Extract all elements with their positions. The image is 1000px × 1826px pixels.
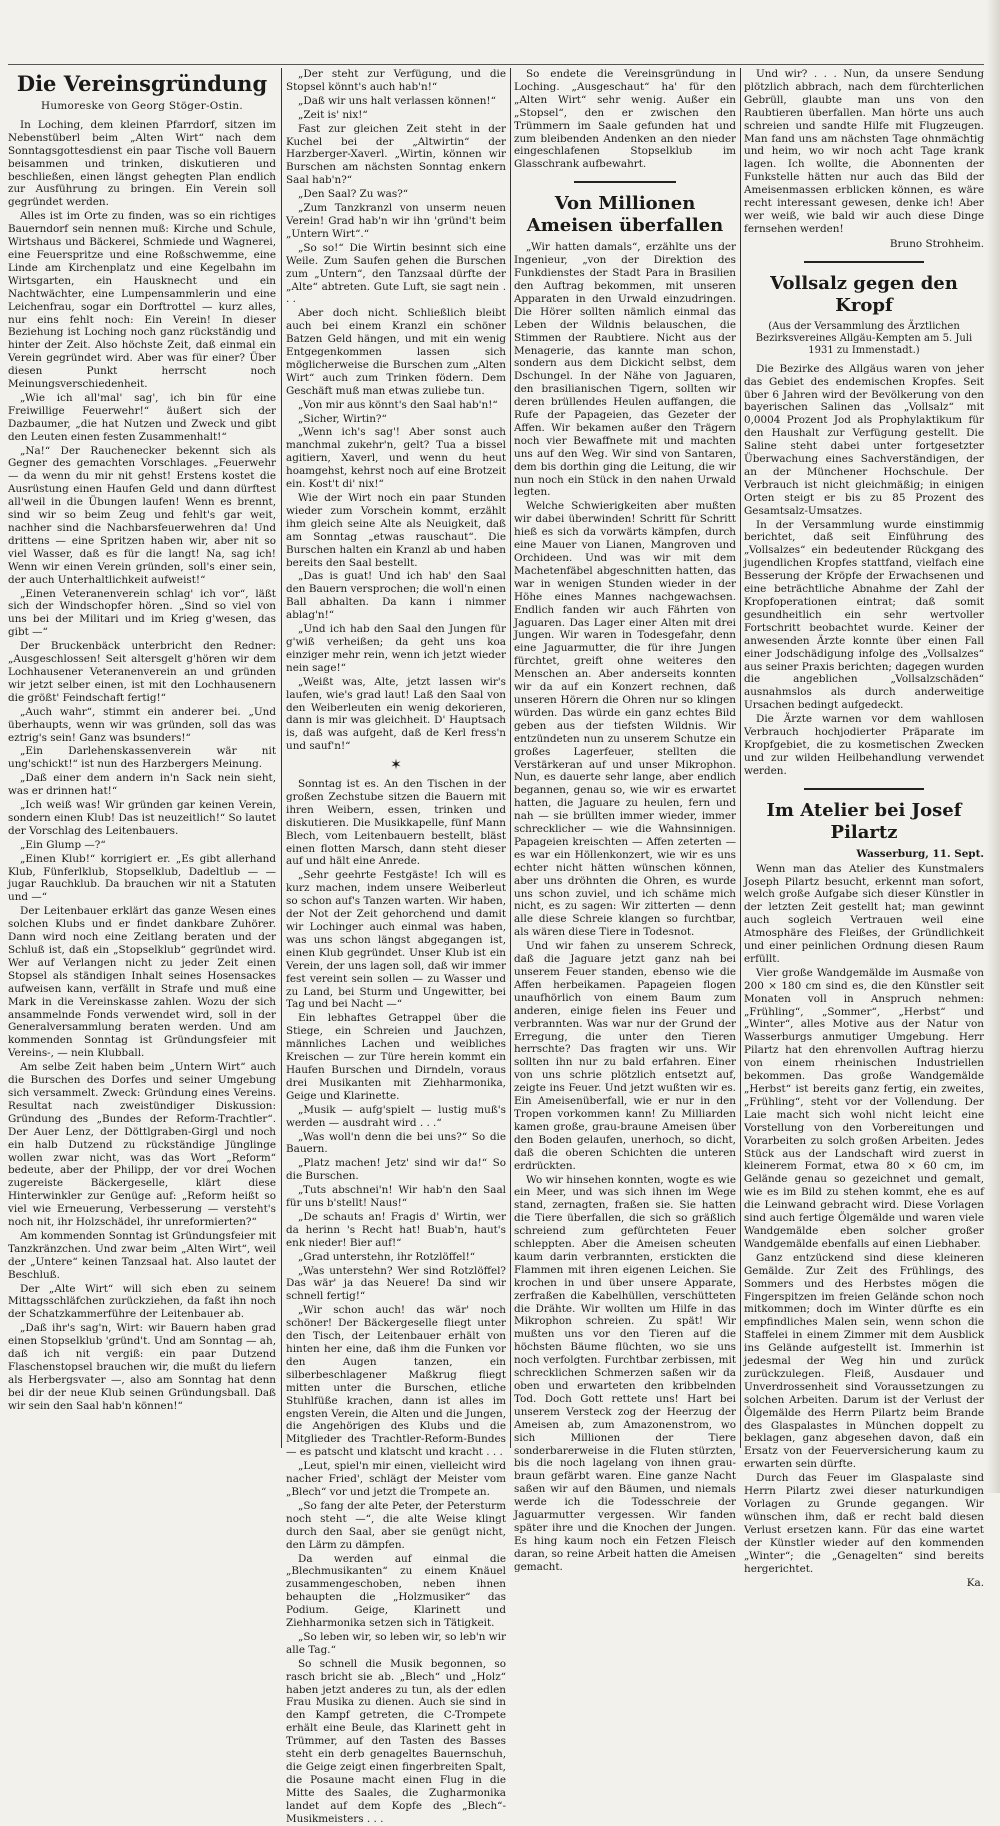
- paragraph: „Den Saal? Zu was?“: [298, 188, 409, 201]
- newspaper-page: [8, 68, 984, 1825]
- paragraph: Sonntag ist es. An den Tischen in der großen Zechstube sitzen die Bauern mit ihren Weibern, essen, trinken und diskutieren. Die Musikkapelle, fünf Mann Blech, vom Leitenbauern bestellt, bläst einen flotten Marsch, dann steht dieser auf und hält eine Anrede.: [286, 778, 506, 868]
- paragraph: „Ein Glump —?“: [20, 838, 106, 851]
- paragraph: Und wir? . . . Nun, da unsere Sendung plötzlich abbrach, nach dem fürchterlichen Gebrüll, glaubte man uns von den Raubtieren überfallen. Man hörte uns auch schreien und sandte Hilfe mit Flugzeugen. Man fand uns am nächsten Tage ohnmächtig und heim, wo wir noch acht Tage krank lagen. Ich wollte, die Abonnenten der Funkstelle hätten nur auch das Bild der Ameisenmassen erblicken können, es wäre recht interessant gewesen, denke ich! Aber wer weiß, wie bald wir auch diese Dinge fernsehen werden!: [744, 68, 984, 235]
- paragraph: Der „Alte Wirt“ will sich eben zu seinem Mittagsschläfchen zurückziehen, da faßt ihn noch der Schatzkammerführe der Leitenbauer ab.: [8, 1282, 276, 1321]
- paragraph: Die Bezirke des Allgäus waren von jeher das Gebiet des endemischen Kropfes. Seit über 6 Jahren wird der Bevölkerung von den bayerischen Salinen das „Vollsalz“ mit 0,0004 Prozent Jod als Prophylaktikum für den Haushalt zur Verfügung gestellt. Die Saline steht dabei unter fortgesetzter Überwachung eines Sachverständigen, der an der Münchener Hochschule. Der Verbrauch ist nicht gleichmäßig; in einigen Orten steigt er bis zu 85 Prozent des Gesamtsalz-Umsatzes.: [744, 362, 984, 517]
- paragraph: „So leben wir, so leben wir, so leb'n wir alle Tag.“: [286, 1630, 506, 1656]
- column-rule: [510, 68, 511, 1448]
- article-signature: Ka.: [966, 1577, 984, 1590]
- paragraph: „Der steht zur Verfügung, und die Stopsel könnt's auch hab'n!“: [286, 68, 506, 93]
- article-dateline: Wasserburg, 11. Sept.: [856, 847, 984, 860]
- article-byline: Humoreske von Georg Stöger-Ostin.: [41, 100, 243, 112]
- paragraph: „Ich weiß was! Wir gründen gar keinen Verein, sondern einen Klub! Das ist neuzeitlich!“ So lautet der Vorschlag des Leitenbauers.: [8, 799, 276, 837]
- paragraph: „Ein Darlehenskassenverein wär nit ung'schickt!“ ist nun des Harzbergers Meinung.: [8, 745, 276, 771]
- paragraph: „Das is guat! Und ich hab' den Saal den Bauern versprochen; die woll'n einen Ball abhalten. Da kann i nimmer ablag'n!“: [286, 570, 506, 622]
- article-subtitle: (Aus der Versammlung des Ärztlichen Bezirksvereines Allgäu-Kempten am 5. Juli 1931 zu Immenstadt.): [755, 320, 973, 356]
- paragraph: „Von mir aus könnt's den Saal hab'n!“: [298, 398, 498, 411]
- article-title-ameisen: Von Millionen Ameisen überfallen: [526, 193, 724, 237]
- paragraph: „Daß einer dem andern in'n Sack nein sieht, was er drinnen hat!“: [8, 772, 276, 798]
- paragraph: „Platz machen! Jetz' sind wir da!“ So die Burschen.: [286, 1157, 506, 1183]
- paragraph: Ganz entzückend sind diese kleineren Gemälde. Zur Zeit des Frühlings, des Sommers und des Herbstes mögen die Fingerspitzen im freien Gelände schon noch mitkommen; doch im Winter dürfte es ein empfindliches Malen sein, wenn schon die Staffelei in einem Zimmer mit dem Ausblick ins Gelände aufgestellt ist. Immerhin ist jedesmal der Weg hin und zurück zurückzulegen. Fleiß, Ausdauer und Unverdrossenheit sind Voraussetzungen zu solchen Arbeiten. Darum ist der Verlust der Ölgemälde des Herrn Pilartz beim Brande des Glaspalastes in München doppelt zu beklagen, ganz abgesehen davon, daß ein Ersatz von der Feuerversicherung kaum zu erwarten sein dürfte.: [744, 1251, 984, 1471]
- paragraph: „Wenn ich's sag'! Aber sonst auch manchmal zukehr'n, gelt? Tua a bissel agitiern, Xaverl, und wenn du heut hoamgehst, kehrst noch auf eine Brotzeit ein. Kost't di' nix!“: [286, 426, 506, 491]
- article-title-vereinsgruendung: Die Vereinsgründung: [16, 71, 268, 96]
- column-2: [286, 68, 506, 1825]
- paragraph: Und wir fahen zu unserem Schreck, daß die Jaguare jetzt ganz nah bei unserem Feuer standen, ebenso wie die Affen herbeikamen. Papageien flogen unaufhörlich von einem Baum zum anderen, einige fielen ins Feuer und verbrannten. Was war nur der Grund der Erregung, die unter den Tieren herrschte? Das fragten wir uns. Wir sollten ihn nur zu bald erfahren. Einer von uns schrie plötzlich entsetzt auf, zeigte ins Feuer. Und jetzt wußten wir es. Ein Ameisenüberfall, wie er nur in den Tropen vorkommen kann! Zu Milliarden kamen große, grau-braune Ameisen über den Boden gelaufen, unerhoch, so dicht, daß die oberen Schichten die unteren erdrückten.: [514, 940, 736, 1172]
- column-1: [8, 68, 276, 1448]
- paragraph: „Sehr geehrte Festgäste! Ich will es kurz machen, indem unsere Weiberleut so schon auf's Tanzen warten. Wir haben, der Not der Zeit gehorchend und damit wir Lochinger auch einmal was haben, was uns schon längst abgegangen ist, einen Klub gegründet. Unser Klub ist ein Verein, der uns lagen soll, daß wir immer fest vereint sein sollen — zu Wasser und zu Land, bei Sturm und Ungewitter, bei Tag und bei Nacht —“: [286, 869, 506, 1011]
- paragraph: Ein lebhaftes Getrappel über die Stiege, ein Schreien und Jauchzen, männliches Lachen und weibliches Kreischen — zur Türe herein kommt ein Haufen Burschen und Dirndeln, voraus drei Musikanten mit Ziehharmonika, Geige und Klarinette.: [286, 1012, 506, 1102]
- paragraph: Da werden auf einmal die „Blechmusikanten“ zu einem Knäuel zusammengeschoben, neben ihnen behaupten die „Holzmusiker“ das Podium. Geige, Klarinett und Ziehharmonika setzen sich in Tätigkeit.: [286, 1552, 506, 1630]
- paragraph: „De schauts an! Fragis d' Wirtin, wer da herinn 's Recht hat! Buab'n, haut's enk nieder! Bier auf!“: [286, 1210, 506, 1249]
- paragraph: „So fang der alte Peter, der Petersturm noch steht —“, die alte Weise klingt durch den Saal, aber sie genügt nicht, den Lärm zu dämpfen.: [286, 1499, 506, 1551]
- paragraph: „Daß wir uns halt verlassen können!“: [298, 94, 496, 107]
- article-separator: [804, 788, 924, 790]
- paragraph: In der Versammlung wurde einstimmig berichtet, daß seit Einführung des „Vollsalzes“ ein bedeutender Rückgang des jugendlichen Kropfes stattfand, vielfach eine Besserung der Kröpfe der Erwachsenen und eine beträchtliche Abnahme der Zahl der Kropfoperationen eintrat; daß somit gesundheitlich ein sehr wertvoller Fortschritt beobachtet wurde. Keiner der anwesenden Ärzte konnte über einen Fall einer Jodschädigung infolge des „Vollsalzes“ aus seiner Praxis berichten; dagegen wurden die angeblichen „Vollsalzschäden“ ausnahmslos als durch anderweitige Ursachen bedingt aufgedeckt.: [744, 518, 984, 712]
- paragraph: Der Bruckenbäck unterbricht den Redner: „Ausgeschlossen! Seit altersgelt g'hören wir dem Lochhausener Veteranenverein an und gründen wir jetzt selber einen, ist mit den Lochhausenern die größt' Feindschaft fertig!“: [8, 640, 276, 704]
- paragraph: „Leut, spiel'n mir einen, vielleicht wird nacher Fried', schlägt der Meister vom „Blech“ vor und jetzt die Trompete an.: [286, 1460, 506, 1498]
- column-rule: [740, 68, 741, 1448]
- paragraph: „Einen Veteranenverein schlag' ich vor“, läßt sich der Windschopfer hören. „Sind so viel von uns bei der Militari und im Krieg g'wesen, das gibt —“: [8, 587, 276, 639]
- paragraph: „Was unterstehn? Wer sind Rotzlöffel? Das wär' ja das Neuere! Da sind wir schnell fertig!“: [286, 1264, 506, 1303]
- paragraph: Am kommenden Sonntag ist Gründungsfeier mit Tanzkränzchen. Und zwar beim „Alten Wirt“, weil der „Untere“ keinen Tanzsaal hat. Also lautet der Beschluß.: [8, 1229, 276, 1281]
- paragraph: In Loching, dem kleinen Pfarrdorf, sitzen im Nebenstüberl beim „Alten Wirt“ nach dem Sonntagsgottesdienst ein paar Tische voll Bauern beisammen und trinken, diskutieren und beschließen, einen längst gehegten Plan endlich zur Ausführung zu bringen. Ein Verein soll gegründet werden.: [8, 118, 276, 209]
- article-title-pilartz: Im Atelier bei Josef Pilartz: [766, 799, 962, 843]
- paragraph: Am selbe Zeit haben beim „Untern Wirt“ auch die Burschen des Dorfes und seiner Umgebung sich versammelt. Zweck: Gründung eines Vereins. Resultat nach zweistündiger Diskussion: Gründung des „Bundes der Reform-Trachtler“. Der Auer Lenz, der Döttlgraben-Girgl und noch ein halb Dutzend zu rückständige Jünglinge wollen zwar nicht, was das Wort „Reform“ bedeute, aber der Philipp, der vor drei Wochen zugereiste Bäckergeselle, klärt diese Hinterwinkler zur Genüge auf: „Reform heißt so viel wie Erneuerung, Verbesserung — versteht's noch nit, ihr Holzschädel, ihr unreformierten?“: [8, 1061, 276, 1229]
- paragraph: „Zum Tanzkranzl von unserm neuen Verein! Grad hab'n wir ihn 'gründ't beim „Untern Wirt“.“: [286, 202, 506, 240]
- paragraph: „Wir schon auch! das wär' noch schöner! Der Bäckergeselle fliegt unter den Tisch, der Leitenbauer erhält von hinten her eine, daß ihm die Funken vor den Augen tanzen, ein silberbeschlagener Maßkrug fliegt mitten unter die Burschen, etliche Stuhlfüße krachen, dann ist alles im engsten Verein, die Alten und die Jungen, die Angehörigen des Klubs und die Mitglieder des Trachtler-Reform-Bundes — es patscht und klatscht und kracht . . .: [286, 1304, 506, 1459]
- paragraph: Die Ärzte warnen vor dem wahllosen Verbrauch hochjodierter Präparate im Kropfgebiet, die zu kosmetischen Zwecken und zur wilden Heilbehandlung verwendet werden.: [744, 713, 984, 777]
- paragraph: Welche Schwierigkeiten aber mußten wir dabei überwinden! Schritt für Schritt hieß es sich da vorwärts kämpfen, durch eine Mauer von Lianen, Mangroven und Orchideen. Und was wir mit dem Machetenfäbel abgeschnitten hatten, das war in wenigen Stunden wieder in der Höhe eines Mannes nachgewachsen. Endlich fanden wir auch Fährten von Jaguaren. Das Lager einer Alten mit drei Jungen. Wir waren in Todesgefahr, denn eine Jaguarmutter, die für ihre Jungen fürchtet, greift ohne weiteres den Menschen an. Aber anderseits konnten wir da auf ein Konzert rechnen, daß unseren Hörern die Ohren nur so klingen würden. Das würde ein ganz echtes Bild geben aus der tiefsten Wildnis. Wir entzündeten nun zu unserem Schutze ein großes Lagerfeuer, stellten die Verstärkeran auf und unser Mikrophon. Nun, es dauerte sehr lange, aber endlich begannen, genau so, wie wir es erwartet hatten, die Jaguare zu heulen, fern und nah — sie brüllten immer wieder, immer schrecklicher — wie die Wahnsinnigen. Papageien kreischten — Affen zeterten — es war ein Höllenkonzert, wie wir es uns echter nicht hätten wünschen können, aber uns dröhnten die Ohren, es wurde uns schon zuviel, und ich schäme mich nicht, es zu sagen: Wir zitterten — denn alle diese Schreie klangen so furchtbar, als wären diese Tiere in Todesnot.: [514, 500, 736, 939]
- paragraph: Alles ist im Orte zu finden, was so ein richtiges Bauerndorf sein nennen muß: Kirche und Schule, Wirtshaus und Bäckerei, Schmiede und Wagnerei, eine Feuerspritze und eine Roßschwemme, eine Linde am Kirchenplatz und eine Kegelbahn im Wirtsgarten, ein Hausknecht und ein Nachtwächter, eine Lumpensammlerin und eine Leichenfrau, sogar ein Dorftrottel — kurz alles, nur eins fehlt noch: Ein Verein! In dieser Beziehung ist Loching noch ganz rückständig und hinter der Zeit. Also höchste Zeit, daß einmal ein Verein gegründet wird. Aber was für einer? Über diesen Punkt herrscht noch Meinungsverschiedenheit.: [8, 210, 276, 391]
- paragraph: „Einen Klub!“ korrigiert er. „Es gibt allerhand Klub, Fünferlklub, Stopselklub, Dadeltlub — — jugar Rauchklub. Da brauchen wir nit a Statuten und —“: [8, 852, 276, 904]
- top-border-line: [8, 64, 984, 65]
- article-separator: [574, 181, 676, 183]
- paragraph: „Daß ihr's sag'n, Wirt: wir Bauern haben grad einen Stopselklub 'gründ't. Und am Sonntag — ah, daß ich nit vergiß: ein paar Dutzend Flaschenstopsel brauchen wir, die mußt du liefern als Herbergsvater —, also am Sonntag hat denn bei dir der neue Klub seinen Gründungsball. Daß wir sein den Saal hab'n können!“: [8, 1322, 276, 1412]
- paragraph: Der Leitenbauer erklärt das ganze Wesen eines solchen Klubs und er findet dankbare Zuhörer. Dann wird noch eine Zeitlang beraten und der Schluß ist, daß ein „Stopselklub“ gegründet wird. Wer auf Verlangen nicht zu jeder Zeit einen Stopsel als ständigen Inhalt seines Hosensackes aufweisen kann, verfällt in Strafe und muß eine Mark in die Vereinskasse zahlen. Wozu der sich ansammelnde Fonds verwendet wird, soll in der Generalversammlung beraten werden. Und am kommenden Sonntag ist Gründungsfeier mit Vereins-, — nein Klubball.: [8, 905, 276, 1060]
- paragraph: Fast zur gleichen Zeit steht in der Kuchel bei der „Altwirtin“ der Harzberger-Xaverl. „Wirtin, können wir Burschen am nächsten Sonntag enkern Saal hab'n?“: [286, 122, 506, 187]
- column-rule: [281, 68, 282, 1448]
- paragraph: „Na!“ Der Rauchenecker bekennt sich als Gegner des gemachten Vorschlages. „Feuerwehr — da wenn du mir nit gehst! Erstens kostet die Ausrüstung einen Haufen Geld und dann dürftest all'weil in die Übungen laufen! Wenn es brennt, sind wir so beim Zeug und fehlt's gar weit, nachher sind die Nachbarsfeuerwehren da! Und drittens — eine Spritzen haben wir, aber nit so viel Wasser, daß es für die langt! Na, sag ich! Wenn wir einen Verein gründen, soll's einer sein, der auch Unterhaltlichkeit aufweist!“: [8, 444, 276, 586]
- paragraph: So endete die Vereinsgründung in Loching. „Ausgeschaut“ ha' für den „Alten Wirt“ sehr wenig. Außer ein „Stopsel“, den er zwischen den Trümmern im Saale gefunden hat und zum bleibenden Andenken an den nieder eingeschlafenen Stopselklub im Glasschrank aufbewahrt.: [514, 68, 736, 171]
- paragraph: „Und ich hab den Saal den Jungen für g'wiß verheißen; da geht uns koa einziger mehr rein, wenn ich jetzt wieder nein sage!“: [286, 623, 506, 674]
- paragraph: „Auch wahr“, stimmt ein anderer bei. „Und überhaupts, wenn wir was gründen, soll das was eztrig's sein! Ganz was bsunders!“: [8, 705, 276, 744]
- paragraph: „Zeit is' nix!“: [298, 108, 368, 121]
- paragraph: So schnell die Musik begonnen, so rasch bricht sie ab. „Blech“ und „Holz“ haben jetzt anderes zu tun, als der edlen Frau Musika zu dienen. Auch sie sind in den Kampf getreten, die C-Trompete erhält eine Beule, das Klarinett geht in Trümmer, auf den Tasten des Basses steht ein derb genageltes Bauernschuh, die Geige zeigt einen fingerbreiten Spalt, die Posaune macht einen Flug in die Mitte des Saales, die Zugharmonika landet auf dem Kopfe des „Blech“-Musikmeisters . . .: [286, 1657, 506, 1825]
- article-separator: [804, 261, 924, 263]
- paragraph: „So so!“ Die Wirtin besinnt sich eine Weile. Zum Saufen gehen die Burschen zum „Untern“, den Tanzsaal dürfte der „Alte“ abtreten. Gute Luft, sie sagt nein . . .: [286, 241, 506, 306]
- paragraph: „Wie ich all'mal' sag', ich bin für eine Freiwillige Feuerwehr!“ äußert sich der Dazbaumer, „die hat Nutzen und Zweck und gibt den Leuten einen festen Zusammenhalt!“: [8, 391, 276, 443]
- paragraph: Wo wir hinsehen konnten, wogte es wie ein Meer, und was sich ihnen im Wege stand, zernagten, fraßen sie. Sie hatten die Tiere überfallen, die sich so gräßlich schreiend zum gefürchteten Feuer schleppten. Aber die Ameisen scheuten kaum darin verbrannten, erstickten die Flammen mit ihren eigenen Leichen. Sie krochen in und über unsere Apparate, zerfraßen die Kabelhüllen, verschütteten die Drähte. Wir wollten um Hilfe in das Mikrophon schreien. Zu spät! Wir mußten uns vor den Tieren auf die höchsten Bäume flüchten, wo sie uns noch verfolgten. Furchtbar zerbissen, mit schrecklichen Schmerzen saßen wir da oben und erwarteten den kribbelnden Tod. Doch Gott rettete uns! Hart bei unserem Versteck zog der Heerzug der Ameisen ab, zum Amazonenstrom, wo sich Millionen der Tiere sonderbarerweise in die Fluten stürzten, bis die noch lagelang von ihnen grau-braun gefärbt waren. Eine ganze Nacht saßen wir auf den Bäumen, und niemals werde ich die Todesschreie der Jaguarmutter vergessen. Wir fanden später ihre und die Knochen der Jungen. Es hing kaum noch ein Fetzen Fleisch daran, so reine Arbeit hatten die Ameisen gemacht.: [514, 1173, 736, 1573]
- paragraph: Vier große Wandgemälde im Ausmaße von 200 × 180 cm sind es, die den Künstler seit Monaten voll in Anspruch nehmen: „Frühling“, „Sommer“, „Herbst“ und „Winter“, alles Motive aus der Natur von Wasserburgs anmutiger Umgebung. Herr Pilartz hat den ehrenvollen Auftrag hierzu von einem rheinischen Industriellen bekommen. Das große Wandgemälde „Herbst“ ist bereits ganz fertig, ein zweites, „Frühling“, steht vor der Vollendung. Der Laie macht sich wohl nicht leicht eine Vorstellung von den Vorbereitungen und Vorarbeiten zu solch großen Arbeiten. Jedes Stück aus der Landschaft wird zuerst in kleinerem Format, etwa 80 × 60 cm, im Gelände genau so gezeichnet und gemalt, wie es im Bild zu stehen kommt, ehe es auf die Leinwand gebracht wird. Diese Vorlagen sind auch fertige Ölgemälde und waren viele Wandgemälde eben solcher großer Wandgemälde ebenfalls auf einen Liebhaber.: [744, 966, 984, 1250]
- paragraph: „Sicher, Wirtin?“: [298, 412, 387, 425]
- paragraph: „Tuts abschnei'n! Wir hab'n den Saal für uns b'stellt! Naus!“: [286, 1184, 506, 1210]
- paragraph: Wie der Wirt noch ein paar Stunden wieder zum Vorschein kommt, erzählt ihm gleich seine Alte als Neuigkeit, daß am Sonntag „etwas rauschaut“. Die Burschen halten ein Kranzl ab und haben bereits den Saal bestellt.: [286, 492, 506, 569]
- paragraph: „Wir hatten damals“, erzählte uns der Ingenieur, „von der Direktion des Funkdienstes der Stadt Para in Brasilien den Auftrag bekommen, mit unseren Apparaten in den Urwald einzudringen. Die Hörer sollten nämlich einmal das Leben der Wildnis belauschen, die Stimmen der Raubtiere. Nicht aus der Menagerie, das kannte man schon, sondern aus dem Dickicht selbst, dem Dschungel. In der Nähe von Jaguaren, den brasilianischen Tigern, sollten wir deren brüllendes Heulen auffangen, die Rufe der Papageien, das Gezeter der Affen. Wir bekamen außer den Trägern noch vier Bewaffnete mit und machten uns auf den Weg. Wir sind von Santaren, dem bis dorthin ging die Leitung, die wir nun noch ein Stück in den nahen Urwald legten.: [514, 241, 736, 499]
- paragraph: Aber doch nicht. Schließlich bleibt auch bei einem Kranzl ein schöner Batzen Geld hängen, und mit ein wenig Entgegenkommen lassen sich möglicherweise die Burschen zum „Alten Wirt“ auch zum Trinken födern. Dem Geschäft muß man etwas zuliebe tun.: [286, 307, 506, 397]
- page-edge-shadow: [986, 0, 1000, 1493]
- paragraph: „Was woll'n denn die bei uns?“ So die Bauern.: [286, 1130, 506, 1156]
- article-title-vollsalz: Vollsalz gegen den Kropf: [770, 272, 958, 316]
- article-signature: Bruno Strohheim.: [889, 237, 984, 250]
- section-star-icon: ✶: [390, 757, 402, 774]
- paragraph: Wenn man das Atelier des Kunstmalers Joseph Pilartz besucht, erkennt man sofort, welch große Aufgabe sich dieser Künstler in der letzten Zeit gestellt hat; man gewinnt auch sogleich Vertrauen weil eine Atmosphäre des Fleißes, der Gründlichkeit und einer peinlichen Ordnung diesen Raum erfüllt.: [744, 862, 984, 965]
- paragraph: „Weißt was, Alte, jetzt lassen wir's laufen, wie's grad laut! Laß den Saal von den Weiberleuten ein wenig dekorieren, dann is mir was gleichheit. D' Hauptsach is, daß was aufgeht, daß de Kerl fress'n und sauf'n!“: [286, 675, 506, 753]
- column-3: [514, 68, 736, 1573]
- paragraph: „Musik — aufg'spielt — lustig muß's werden — ausdraht wird . . .“: [286, 1103, 506, 1129]
- column-4: [744, 68, 984, 1590]
- paragraph: „Grad unterstehn, ihr Rotzlöffel!“: [298, 1250, 476, 1263]
- paragraph: Durch das Feuer im Glaspalaste sind Herrn Pilartz zwei dieser naturkundigen Vorlagen zu Grunde gegangen. Wir wünschen ihm, daß er recht bald diesen Verlust ersetzen kann. Für das eine wartet der Künstler wieder auf den kommenden „Winter“; die „Genagelten“ sind bereits hergerichtet.: [744, 1472, 984, 1575]
